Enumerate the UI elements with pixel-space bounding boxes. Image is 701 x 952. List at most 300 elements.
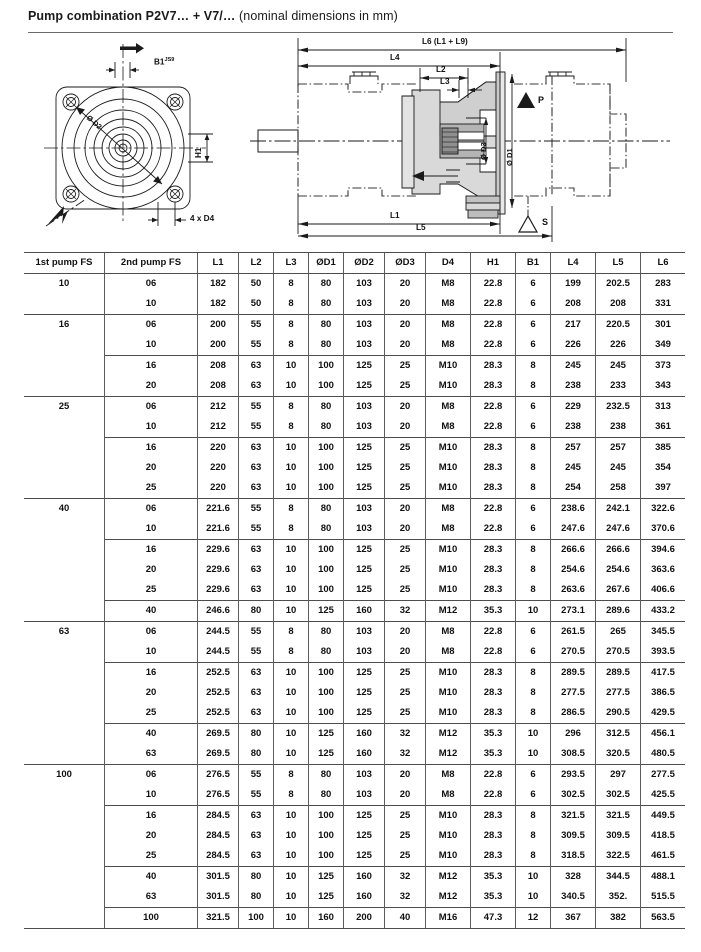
cell-1st-pump-fs-empty [24,560,105,580]
cell-od2: 125 [344,560,385,580]
cell-b1: 8 [516,826,551,846]
cell-l5: 352. [596,887,641,908]
cell-l1: 229.6 [198,540,239,561]
cell-l5: 202.5 [596,274,641,295]
table-row [24,703,685,724]
cell-l5: 245 [596,356,641,377]
cell-l6: 461.5 [641,846,686,867]
label-port-s: S [542,217,549,227]
cell-od1: 125 [309,601,344,622]
cell-l4: 289.5 [551,663,596,684]
cell-d4: M10 [426,478,471,499]
table-row [24,601,685,622]
cell-l6: 449.5 [641,806,686,827]
cell-b1: 12 [516,908,551,929]
cell-h1: 22.8 [471,294,516,315]
col-header-l2: L2 [239,253,274,274]
table-row [24,806,685,827]
cell-l1: 269.5 [198,744,239,765]
cell-1st-pump-fs-empty [24,335,105,356]
cell-h1: 28.3 [471,478,516,499]
cell-l4: 367 [551,908,596,929]
cell-l6: 349 [641,335,686,356]
cell-l3: 10 [274,601,309,622]
cell-l2: 55 [239,417,274,438]
cell-1st-pump-fs-empty [24,478,105,499]
cell-l2: 50 [239,274,274,295]
cell-l2: 55 [239,519,274,540]
cell-1st-pump-fs-empty [24,580,105,601]
cell-l5: 302.5 [596,785,641,806]
dimensions-table-wrap [24,252,677,929]
cell-l1: 229.6 [198,580,239,601]
table-row [24,397,685,418]
cell-l5: 233 [596,376,641,397]
cell-l4: 277.5 [551,683,596,703]
cell-d4: M12 [426,724,471,745]
cell-l2: 63 [239,356,274,377]
cell-l6: 393.5 [641,642,686,663]
label-l1: L1 [390,211,400,220]
col-header-od2: ØD2 [344,253,385,274]
page-title [28,9,673,23]
cell-l6: 373 [641,356,686,377]
cell-od1: 80 [309,765,344,786]
cell-b1: 8 [516,560,551,580]
cell-l3: 10 [274,540,309,561]
cell-l4: 238 [551,376,596,397]
col-header-2nd-pump-fs: 2nd pump FS [105,253,198,274]
flange-front-view [40,36,265,236]
cell-1st-pump-fs-empty [24,601,105,622]
cell-od1: 100 [309,540,344,561]
cell-2nd-pump-fs: 100 [105,908,198,929]
cell-l1: 284.5 [198,826,239,846]
cell-h1: 28.3 [471,356,516,377]
cell-1st-pump-fs-empty [24,438,105,459]
dimensions-table [24,252,685,929]
cell-b1: 6 [516,274,551,295]
cell-l3: 8 [274,294,309,315]
cell-h1: 28.3 [471,376,516,397]
cell-od1: 100 [309,703,344,724]
cell-1st-pump-fs-empty [24,376,105,397]
cell-l6: 343 [641,376,686,397]
cell-l5: 208 [596,294,641,315]
cell-od1: 100 [309,580,344,601]
cell-od2: 160 [344,867,385,888]
cell-l2: 55 [239,642,274,663]
cell-l2: 55 [239,785,274,806]
cell-od2: 125 [344,580,385,601]
cell-l5: 245 [596,458,641,478]
cell-l5: 312.5 [596,724,641,745]
cell-l3: 10 [274,867,309,888]
cell-l5: 382 [596,908,641,929]
cell-l4: 245 [551,458,596,478]
col-header-b1: B1 [516,253,551,274]
cell-l3: 8 [274,397,309,418]
cell-l2: 63 [239,458,274,478]
cell-l1: 229.6 [198,560,239,580]
cell-l2: 55 [239,622,274,643]
cell-l3: 8 [274,499,309,520]
cell-1st-pump-fs-empty [24,846,105,867]
col-header-od1: ØD1 [309,253,344,274]
cell-od1: 100 [309,356,344,377]
cell-d4: M8 [426,765,471,786]
cell-l6: 313 [641,397,686,418]
cell-b1: 8 [516,356,551,377]
cell-2nd-pump-fs: 63 [105,744,198,765]
cell-l6: 397 [641,478,686,499]
cell-od2: 125 [344,703,385,724]
cell-2nd-pump-fs: 16 [105,356,198,377]
cell-d4: M8 [426,417,471,438]
table-row [24,744,685,765]
cell-l3: 10 [274,663,309,684]
cell-l1: 284.5 [198,806,239,827]
cell-od1: 80 [309,519,344,540]
cell-h1: 22.8 [471,397,516,418]
cell-l2: 55 [239,499,274,520]
cell-od3: 40 [385,908,426,929]
cell-b1: 6 [516,622,551,643]
col-header-l1: L1 [198,253,239,274]
cell-l4: 270.5 [551,642,596,663]
cell-b1: 6 [516,294,551,315]
cell-l3: 8 [274,622,309,643]
cell-od1: 125 [309,744,344,765]
cell-od3: 20 [385,315,426,336]
cell-od3: 25 [385,580,426,601]
cell-2nd-pump-fs: 10 [105,335,198,356]
cell-od2: 103 [344,274,385,295]
cell-d4: M10 [426,356,471,377]
cell-l2: 50 [239,294,274,315]
cell-b1: 10 [516,601,551,622]
cell-od3: 25 [385,458,426,478]
cell-l1: 252.5 [198,703,239,724]
cell-1st-pump-fs-empty [24,908,105,929]
table-row [24,642,685,663]
cell-od1: 125 [309,887,344,908]
label-port-p: P [538,95,545,105]
cell-od1: 80 [309,642,344,663]
cell-l5: 247.6 [596,519,641,540]
cell-b1: 8 [516,580,551,601]
cell-l3: 10 [274,458,309,478]
cell-l3: 10 [274,703,309,724]
cell-d4: M8 [426,315,471,336]
cell-od3: 32 [385,867,426,888]
cell-l4: 318.5 [551,846,596,867]
cell-2nd-pump-fs: 16 [105,806,198,827]
cell-l4: 286.5 [551,703,596,724]
cell-2nd-pump-fs: 20 [105,458,198,478]
cell-l4: 247.6 [551,519,596,540]
cell-l4: 254.6 [551,560,596,580]
cell-1st-pump-fs-empty [24,356,105,377]
cell-l5: 270.5 [596,642,641,663]
cell-l4: 321.5 [551,806,596,827]
cell-od2: 125 [344,478,385,499]
cell-l1: 284.5 [198,846,239,867]
cell-b1: 6 [516,765,551,786]
cell-l6: 425.5 [641,785,686,806]
label-l2: L2 [436,65,446,74]
cell-l3: 10 [274,887,309,908]
cell-od3: 20 [385,785,426,806]
cell-l2: 80 [239,887,274,908]
cell-2nd-pump-fs: 40 [105,724,198,745]
cell-od3: 20 [385,274,426,295]
cell-h1: 22.8 [471,642,516,663]
cell-l3: 10 [274,806,309,827]
cell-l2: 63 [239,438,274,459]
cell-1st-pump-fs-empty [24,744,105,765]
cell-l4: 293.5 [551,765,596,786]
cell-1st-pump-fs-empty [24,826,105,846]
table-row [24,274,685,295]
cell-od3: 20 [385,765,426,786]
cell-od2: 125 [344,663,385,684]
cell-l2: 63 [239,683,274,703]
cell-l1: 208 [198,356,239,377]
cell-od3: 32 [385,601,426,622]
cell-l6: 433.2 [641,601,686,622]
cell-l1: 221.6 [198,519,239,540]
cell-l1: 220 [198,478,239,499]
cell-od3: 25 [385,826,426,846]
cell-h1: 28.3 [471,806,516,827]
cell-h1: 22.8 [471,274,516,295]
cell-l5: 322.5 [596,846,641,867]
cell-h1: 47.3 [471,908,516,929]
cell-h1: 28.3 [471,663,516,684]
cell-l6: 385 [641,438,686,459]
cell-l5: 320.5 [596,744,641,765]
cell-1st-pump-fs-empty [24,663,105,684]
cell-d4: M10 [426,580,471,601]
cell-l2: 63 [239,826,274,846]
cell-h1: 28.3 [471,703,516,724]
cell-l3: 8 [274,315,309,336]
cell-l3: 10 [274,683,309,703]
cell-od2: 103 [344,294,385,315]
cell-h1: 35.3 [471,744,516,765]
col-header-1st-pump-fs: 1st pump FS [24,253,105,274]
cell-od2: 103 [344,785,385,806]
cell-d4: M10 [426,703,471,724]
cell-od2: 103 [344,499,385,520]
cell-od3: 25 [385,478,426,499]
cell-l5: 290.5 [596,703,641,724]
table-row [24,458,685,478]
cell-od2: 160 [344,601,385,622]
table-row [24,580,685,601]
cell-l4: 229 [551,397,596,418]
label-b1: $B1^{JS9}$ [154,57,175,67]
cell-b1: 10 [516,744,551,765]
cell-l1: 301.5 [198,867,239,888]
cell-l6: 277.5 [641,765,686,786]
cell-1st-pump-fs: 16 [24,315,105,336]
cell-od1: 80 [309,499,344,520]
cell-l5: 258 [596,478,641,499]
cell-d4: M16 [426,908,471,929]
cell-h1: 22.8 [471,519,516,540]
cell-1st-pump-fs-empty [24,785,105,806]
cell-od1: 125 [309,724,344,745]
cell-2nd-pump-fs: 40 [105,867,198,888]
cell-h1: 22.8 [471,499,516,520]
cell-b1: 8 [516,846,551,867]
cell-od3: 20 [385,499,426,520]
cell-l5: 309.5 [596,826,641,846]
cell-2nd-pump-fs: 10 [105,785,198,806]
cell-od1: 80 [309,417,344,438]
col-header-l5: L5 [596,253,641,274]
cell-l5: 277.5 [596,683,641,703]
cell-od2: 125 [344,438,385,459]
cell-od1: 100 [309,376,344,397]
cell-d4: M8 [426,499,471,520]
cell-2nd-pump-fs: 63 [105,887,198,908]
cell-b1: 8 [516,703,551,724]
cell-b1: 10 [516,867,551,888]
cell-2nd-pump-fs: 16 [105,540,198,561]
cell-d4: M8 [426,294,471,315]
page-title-sub: (nominal dimensions in mm) [235,9,398,23]
cell-od2: 125 [344,826,385,846]
cell-h1: 22.8 [471,417,516,438]
cell-l2: 63 [239,703,274,724]
cell-l4: 254 [551,478,596,499]
cell-od1: 80 [309,785,344,806]
cell-d4: M8 [426,785,471,806]
cell-d4: M8 [426,335,471,356]
label-l3: L3 [440,77,450,86]
table-row [24,417,685,438]
cell-l1: 212 [198,417,239,438]
cell-l4: 308.5 [551,744,596,765]
cell-2nd-pump-fs: 10 [105,642,198,663]
cell-l2: 80 [239,724,274,745]
cell-l2: 63 [239,846,274,867]
cell-od2: 103 [344,765,385,786]
label-d4: 4 x D4 [190,214,215,223]
table-body [24,274,685,929]
cell-1st-pump-fs-empty [24,540,105,561]
cell-od1: 80 [309,294,344,315]
cell-l3: 8 [274,335,309,356]
table-row [24,499,685,520]
table-row [24,315,685,336]
cell-od3: 32 [385,744,426,765]
cell-l6: 515.5 [641,887,686,908]
cell-l2: 55 [239,765,274,786]
cell-1st-pump-fs: 40 [24,499,105,520]
cell-l3: 10 [274,580,309,601]
cell-l5: 257 [596,438,641,459]
col-header-od3: ØD3 [385,253,426,274]
label-l4: L4 [390,53,400,62]
cell-l5: 267.6 [596,580,641,601]
table-row [24,438,685,459]
cell-h1: 28.3 [471,540,516,561]
cell-l1: 276.5 [198,765,239,786]
cell-d4: M12 [426,601,471,622]
cell-l4: 302.5 [551,785,596,806]
cell-l5: 232.5 [596,397,641,418]
cell-l4: 217 [551,315,596,336]
cell-l1: 221.6 [198,499,239,520]
cell-od3: 25 [385,356,426,377]
cell-l3: 8 [274,417,309,438]
cell-od3: 20 [385,519,426,540]
table-row [24,867,685,888]
cell-2nd-pump-fs: 20 [105,826,198,846]
col-header-l6: L6 [641,253,686,274]
cell-od3: 20 [385,622,426,643]
table-row [24,560,685,580]
cell-1st-pump-fs: 63 [24,622,105,643]
cell-h1: 28.3 [471,560,516,580]
table-row [24,683,685,703]
cell-l1: 182 [198,294,239,315]
cell-od2: 125 [344,806,385,827]
cell-l2: 80 [239,601,274,622]
cell-d4: M8 [426,397,471,418]
cell-1st-pump-fs-empty [24,417,105,438]
cell-l6: 386.5 [641,683,686,703]
cell-1st-pump-fs-empty [24,519,105,540]
cell-l5: 344.5 [596,867,641,888]
table-row [24,519,685,540]
cell-l4: 328 [551,867,596,888]
cell-1st-pump-fs-empty [24,887,105,908]
cell-l6: 322.6 [641,499,686,520]
table-row [24,376,685,397]
cell-l6: 480.5 [641,744,686,765]
cell-l6: 417.5 [641,663,686,684]
cell-2nd-pump-fs: 10 [105,519,198,540]
cell-b1: 8 [516,663,551,684]
cell-1st-pump-fs: 10 [58,278,70,289]
cell-l3: 10 [274,478,309,499]
cell-od2: 103 [344,622,385,643]
cell-l4: 263.6 [551,580,596,601]
cell-b1: 6 [516,417,551,438]
table-row [24,622,685,643]
cell-h1: 22.8 [471,785,516,806]
cell-b1: 6 [516,499,551,520]
cell-l2: 63 [239,540,274,561]
table-row [24,356,685,377]
cell-1st-pump-fs-empty [24,642,105,663]
cell-l4: 226 [551,335,596,356]
cell-od1: 80 [309,274,344,295]
cell-l6: 488.1 [641,867,686,888]
cell-2nd-pump-fs: 25 [105,478,198,499]
cell-od1: 160 [309,908,344,929]
cell-od3: 32 [385,724,426,745]
cell-l4: 245 [551,356,596,377]
cell-l2: 55 [239,335,274,356]
cell-b1: 6 [516,315,551,336]
cell-1st-pump-fs: 100 [24,765,105,786]
